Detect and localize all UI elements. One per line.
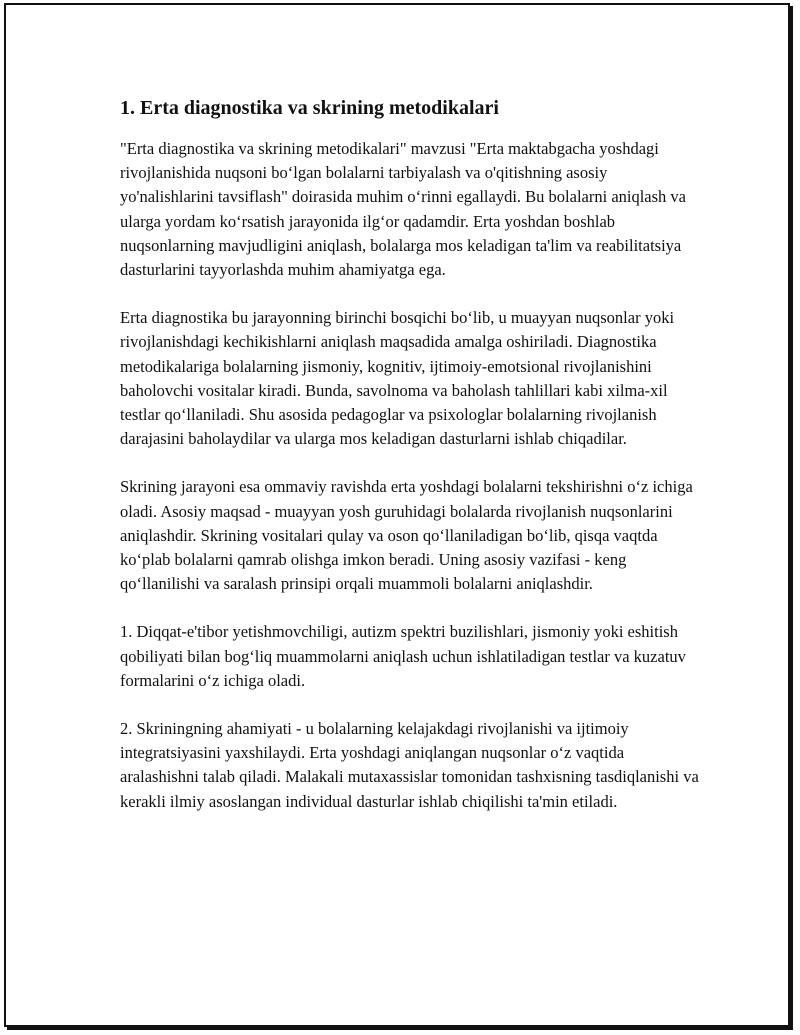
- paragraph-intro: "Erta diagnostika va skrining metodikalari" mavzusi "Erta maktabgacha yoshdagi rivojlanishida nuqsoni bo‘lgan bolalarni tarbiyalash va o'qitishning asosiy yo'nalishlarini tavsiflash" doirasida muhim o‘rinni egallaydi. Bu bolalarni aniqlash va ularga yordam ko‘rsatish jarayonida ilg‘or qadamdir. Erta yoshdan boshlab nuqsonlarning mavjudligini aniqlash, bolalarga mos keladigan ta'lim va reabilitatsiya dasturlarini tayyorlashda muhim ahamiyatga ega.: [120, 139, 687, 280]
- paragraph-screening-process: Skrining jarayoni esa ommaviy ravishda erta yoshdagi bolalarni tekshirishni o‘z ichiga oladi. Asosiy maqsad - muayyan yosh guruhidagi bolalarda rivojlanish nuqsonlarini aniqlashdir. Skrining vositalari qulay va oson qo‘llaniladigan bo‘lib, qisqa vaqtda ko‘plab bolalarni qamrab olishga imkon beradi. Uning asosiy vazifasi - keng qo‘llanilishi va saralash prinsipi orqali muammoli bolalarni aniqlashdir.: [120, 477, 693, 594]
- list-item-2: 2. Skriningning ahamiyati - u bolalarning kelajakdagi rivojlanishi va ijtimoiy integratsiyasini yaxshilaydi. Erta yoshdagi aniqlangan nuqsonlar o‘z vaqtida aralashishni talab qiladi. Malakali mutaxassislar tomonidan tashxisning tasdiqlanishi va kerakli ilmiy asoslangan individual dasturlar ishlab chiqilishi ta'min etiladi.: [120, 719, 699, 811]
- section-heading: 1. Erta diagnostika va skrining metodikalari: [120, 97, 499, 119]
- list-item-1: 1. Diqqat-e'tibor yetishmovchiligi, autizm spektri buzilishlari, jismoniy yoki eshitish qobiliyati bilan bog‘liq muammolarni aniqlash uchun ishlatiladigan testlar va kuzatuv formalarini o‘z ichiga oladi.: [120, 622, 686, 690]
- paragraph-early-diagnostics: Erta diagnostika bu jarayonning birinchi bosqichi bo‘lib, u muayyan nuqsonlar yoki rivojlanishdagi kechikishlarni aniqlash maqsadida amalga oshiriladi. Diagnostika metodikalariga bolalarning jismoniy, kognitiv, ijtimoiy-emotsional rivojlanishini baholovchi vositalar kiradi. Bunda, savolnoma va baholash tahlillari kabi xilma-xil testlar qo‘llaniladi. Shu asosida pedagoglar va psixologlar bolalarning rivojlanish darajasini baholaydilar va ularga mos keladigan dasturlarni ishlab chiqadilar.: [120, 308, 675, 449]
- document-page: [4, 3, 790, 1027]
- document-body: [120, 94, 700, 838]
